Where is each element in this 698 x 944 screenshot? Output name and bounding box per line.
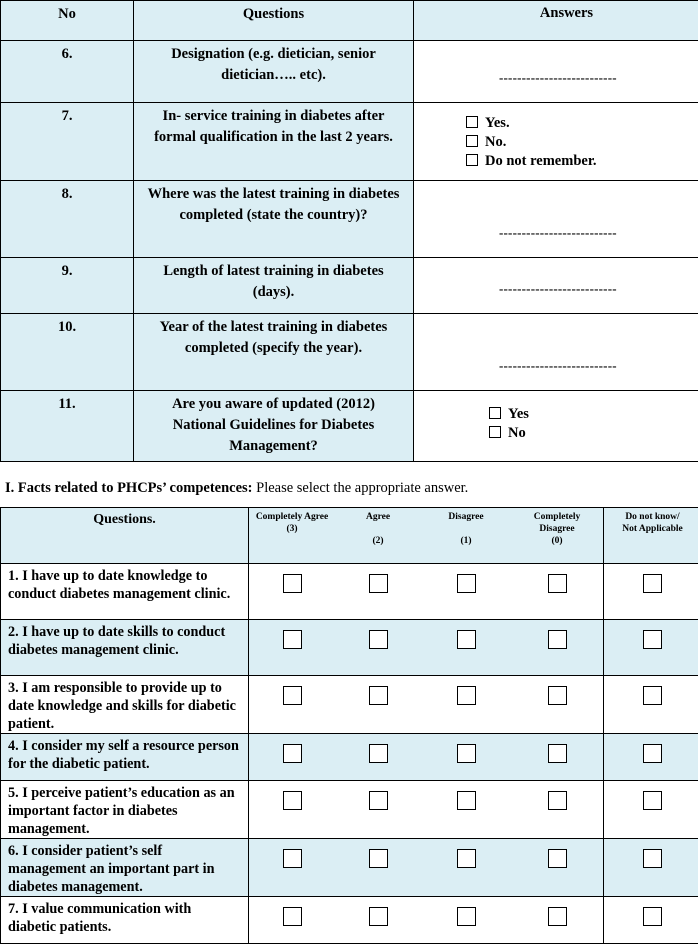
scale-score: (0) (511, 535, 603, 547)
choice-cell (604, 564, 698, 620)
statement-text: 1. I have up to date knowledge to conduct diabetes management clinic. (1, 564, 249, 620)
table-row (1, 564, 698, 620)
choice-cell (511, 781, 604, 839)
choice-cell (335, 620, 421, 676)
table-header-row (1, 1, 698, 41)
answer-blank: -------------------------- (499, 355, 617, 376)
choice-cell (511, 676, 604, 734)
choice-cell (421, 839, 511, 897)
scale-score: (2) (335, 535, 421, 547)
checkbox[interactable] (283, 744, 302, 763)
answer-options (414, 391, 698, 462)
answer-blank: -------------------------- (499, 222, 617, 243)
checkbox[interactable] (548, 744, 567, 763)
table-row (1, 897, 698, 944)
scale-score: (1) (421, 535, 511, 547)
scale-do-not-know (604, 508, 698, 564)
choice-cell (421, 897, 511, 944)
table-row (1, 258, 698, 314)
choice-cell (249, 839, 336, 897)
choice-cell (421, 781, 511, 839)
scale-agree (335, 508, 421, 564)
scale-completely-agree (249, 508, 336, 564)
choice-cell (249, 897, 336, 944)
choice-cell (511, 620, 604, 676)
table-row (1, 781, 698, 839)
checkbox-icon[interactable] (466, 116, 478, 128)
table-row (1, 839, 698, 897)
checkbox-icon[interactable] (489, 407, 501, 419)
checkbox[interactable] (643, 791, 662, 810)
choice-cell (604, 676, 698, 734)
question-text: Where was the latest training in diabetes completed (state the country)? (134, 181, 414, 258)
question-text: Year of the latest training in diabetes completed (specify the year). (134, 314, 414, 391)
checkbox[interactable] (369, 686, 388, 705)
choice-cell (335, 734, 421, 781)
checkbox[interactable] (369, 907, 388, 926)
row-number: 7. (1, 103, 134, 181)
header-no: No (1, 1, 134, 41)
statement-text: 4. I consider my self a resource person for the diabetic patient. (1, 734, 249, 781)
statement-text: 7. I value communication with diabetic patients. (1, 897, 249, 944)
choice-cell (421, 564, 511, 620)
header-questions: Questions (134, 1, 414, 41)
answer-field[interactable] (414, 181, 698, 258)
choice-cell (335, 781, 421, 839)
table-row (1, 181, 698, 258)
competences-likert-table (0, 507, 698, 944)
checkbox[interactable] (457, 849, 476, 868)
scale-label: Agree (335, 511, 421, 523)
choice-cell (421, 620, 511, 676)
checkbox[interactable] (369, 630, 388, 649)
choice-cell (421, 676, 511, 734)
choice-cell (249, 734, 336, 781)
checkbox[interactable] (457, 791, 476, 810)
table-row (1, 734, 698, 781)
choice-cell (335, 564, 421, 620)
table-row (1, 314, 698, 391)
option-yes[interactable] (489, 405, 698, 424)
choice-cell (249, 781, 336, 839)
checkbox[interactable] (283, 791, 302, 810)
section-instruction: Please select the appropriate answer. (256, 480, 468, 496)
question-text: Length of latest training in diabetes (days). (134, 258, 414, 314)
checkbox-icon[interactable] (466, 135, 478, 147)
scale-label: Do not know/ Not Applicable (604, 511, 698, 535)
checkbox[interactable] (643, 907, 662, 926)
checkbox[interactable] (548, 791, 567, 810)
table-row (1, 41, 698, 103)
checkbox[interactable] (457, 744, 476, 763)
question-text: Are you aware of updated (2012) National Guidelines for Diabetes Management? (134, 391, 414, 462)
header-questions: Questions. (1, 508, 249, 564)
choice-cell (604, 734, 698, 781)
answer-blank: -------------------------- (499, 278, 617, 299)
option-do-not-remember[interactable] (466, 152, 698, 171)
option-label: Yes. (485, 115, 510, 131)
checkbox[interactable] (643, 744, 662, 763)
checkbox[interactable] (457, 574, 476, 593)
row-number: 9. (1, 258, 134, 314)
checkbox[interactable] (643, 574, 662, 593)
row-number: 11. (1, 391, 134, 462)
checkbox[interactable] (643, 630, 662, 649)
scale-label: Completely Disagree (511, 511, 603, 535)
table-row (1, 391, 698, 462)
scale-score: (3) (249, 523, 335, 535)
option-yes[interactable] (466, 114, 698, 133)
question-text: Designation (e.g. dietician, senior dietician….. etc). (134, 41, 414, 103)
choice-cell (604, 781, 698, 839)
statement-text: 5. I perceive patient’s education as an important factor in diabetes management. (1, 781, 249, 839)
option-label: Do not remember. (485, 153, 597, 169)
answer-field[interactable] (414, 314, 698, 391)
answer-field[interactable] (414, 41, 698, 103)
checkbox[interactable] (548, 686, 567, 705)
checkbox[interactable] (548, 574, 567, 593)
scale-completely-disagree (511, 508, 604, 564)
checkbox[interactable] (457, 686, 476, 705)
question-text: In- service training in diabetes after formal qualification in the last 2 years. (134, 103, 414, 181)
statement-text: 3. I am responsible to provide up to date knowledge and skills for diabetic patient. (1, 676, 249, 734)
row-number: 10. (1, 314, 134, 391)
option-no[interactable] (466, 133, 698, 152)
table-row (1, 620, 698, 676)
row-number: 8. (1, 181, 134, 258)
header-answers: Answers (414, 1, 698, 41)
statement-text: 2. I have up to date skills to conduct diabetes management clinic. (1, 620, 249, 676)
checkbox[interactable] (548, 907, 567, 926)
checkbox[interactable] (643, 849, 662, 868)
scale-label: Completely Agree (249, 511, 335, 523)
choice-cell (421, 734, 511, 781)
choice-cell (249, 676, 336, 734)
checkbox[interactable] (369, 574, 388, 593)
option-label: No. (485, 134, 506, 150)
choice-cell (511, 897, 604, 944)
choice-cell (511, 734, 604, 781)
checkbox[interactable] (283, 686, 302, 705)
choice-cell (604, 620, 698, 676)
scale-disagree (421, 508, 511, 564)
checkbox[interactable] (283, 630, 302, 649)
checkbox-icon[interactable] (489, 426, 501, 438)
answer-field[interactable] (414, 258, 698, 314)
likert-header-row (1, 508, 698, 564)
choice-cell (249, 620, 336, 676)
checkbox[interactable] (369, 849, 388, 868)
section-heading (5, 480, 468, 497)
training-questions-table (0, 0, 698, 462)
choice-cell (511, 564, 604, 620)
section-title: I. Facts related to PHCPs’ competences: (5, 480, 253, 496)
checkbox[interactable] (283, 574, 302, 593)
choice-cell (335, 897, 421, 944)
table-row (1, 676, 698, 734)
choice-cell (604, 839, 698, 897)
scale-label: Disagree (421, 511, 511, 523)
row-number: 6. (1, 41, 134, 103)
option-no[interactable] (489, 424, 698, 443)
checkbox[interactable] (457, 907, 476, 926)
checkbox[interactable] (643, 686, 662, 705)
option-label: No (508, 425, 526, 441)
answer-blank: -------------------------- (499, 67, 617, 88)
checkbox[interactable] (548, 849, 567, 868)
checkbox[interactable] (369, 791, 388, 810)
choice-cell (511, 839, 604, 897)
choice-cell (335, 839, 421, 897)
checkbox[interactable] (283, 849, 302, 868)
table-row (1, 103, 698, 181)
checkbox[interactable] (457, 630, 476, 649)
checkbox[interactable] (283, 907, 302, 926)
answer-options (414, 103, 698, 181)
checkbox[interactable] (548, 630, 567, 649)
choice-cell (604, 897, 698, 944)
checkbox-icon[interactable] (466, 154, 478, 166)
checkbox[interactable] (369, 744, 388, 763)
choice-cell (335, 676, 421, 734)
option-label: Yes (508, 406, 529, 422)
choice-cell (249, 564, 336, 620)
statement-text: 6. I consider patient’s self management an important part in diabetes management. (1, 839, 249, 897)
